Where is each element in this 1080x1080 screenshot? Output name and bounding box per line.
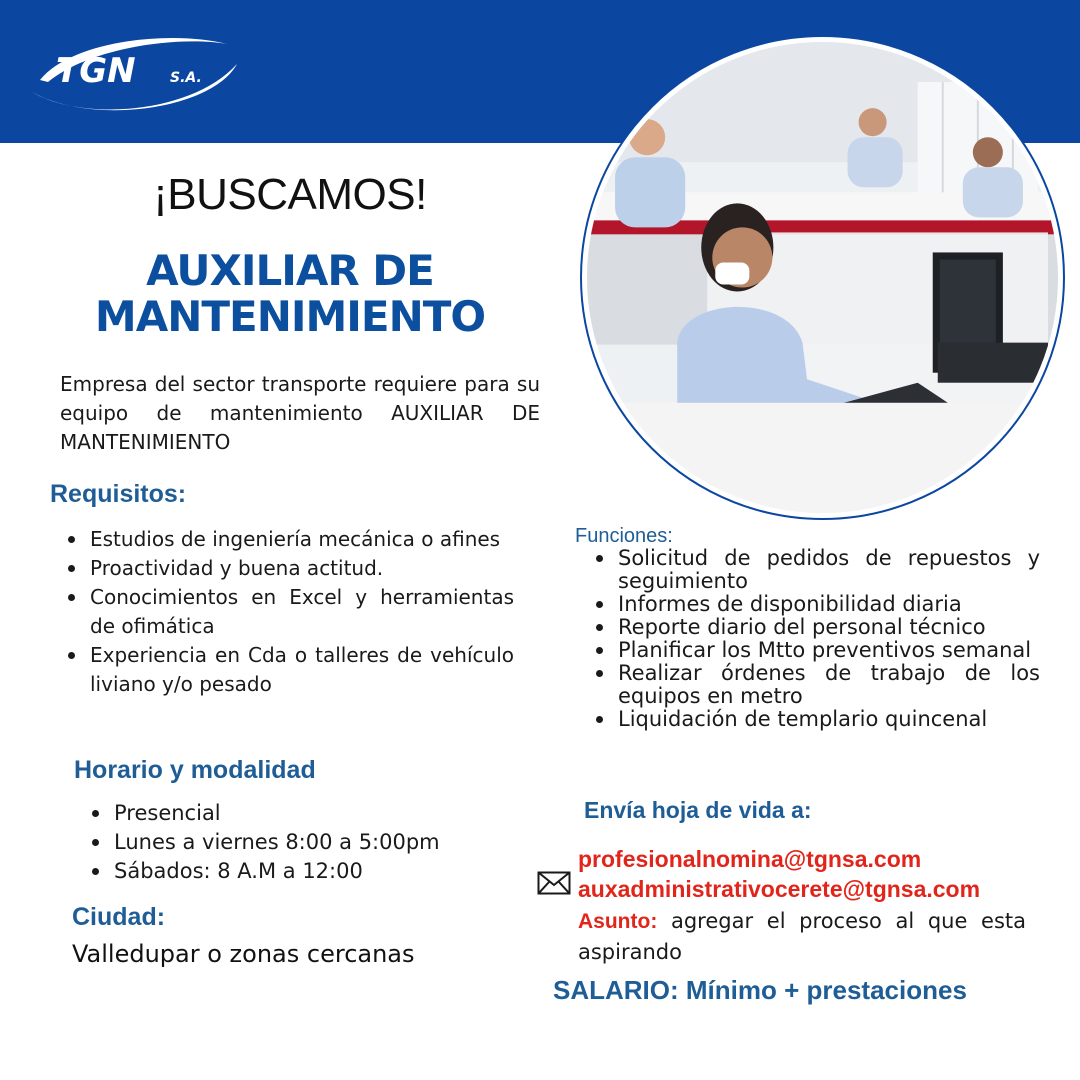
list-item: Liquidación de templario quincenal (590, 708, 1040, 731)
list-item: Planificar los Mtto preventivos semanal (590, 639, 1040, 662)
office-photo (587, 42, 1058, 513)
list-item: Realizar órdenes de trabajo de los equipos en metro (590, 662, 1040, 708)
requirements-heading: Requisitos: (50, 480, 187, 508)
office-photo-frame (580, 35, 1065, 520)
email-link-2[interactable]: auxadministrativocerete@tgnsa.com (578, 876, 981, 902)
headline: ¡BUSCAMOS! (153, 170, 427, 219)
subject-value: agregar el proceso al que esta aspirando (578, 909, 1026, 964)
subject-label: Asunto: (578, 910, 658, 933)
list-item: Reporte diario del personal técnico (590, 616, 1040, 639)
job-title-line-2: MANTENIMIENTO (94, 292, 486, 341)
city-value: Valledupar o zonas cercanas (72, 940, 415, 968)
envelope-icon (537, 871, 571, 895)
list-item: Estudios de ingeniería mecánica o afines (62, 525, 514, 554)
logo-text: TGN (56, 51, 136, 91)
list-item: Conocimientos en Excel y herramientas de ofimática (62, 583, 514, 641)
list-item: Experiencia en Cda o talleres de vehículo liviano y/o pesado (62, 641, 514, 699)
city-heading: Ciudad: (72, 903, 166, 931)
salary-text: SALARIO: Mínimo + prestaciones (553, 975, 967, 1005)
job-title (60, 248, 520, 340)
job-title-line-1: AUXILIAR DE (146, 246, 434, 295)
list-item: Sábados: 8 A.M a 12:00 (86, 857, 486, 886)
list-item: Informes de disponibilidad diaria (590, 593, 1040, 616)
functions-heading: Funciones: (575, 525, 673, 547)
list-item: Presencial (86, 799, 486, 828)
list-item: Lunes a viernes 8:00 a 5:00pm (86, 828, 486, 857)
email-link-1[interactable]: profesionalnomina@tgnsa.com (578, 846, 922, 872)
list-item: Proactividad y buena actitud. (62, 554, 514, 583)
tgn-logo (22, 22, 247, 122)
requirements-list (62, 525, 514, 699)
intro-text: Empresa del sector transporte requiere para su equipo de mantenimiento AUXILIAR DE MANTENIMIENTO (60, 372, 540, 454)
logo-suffix: S.A. (170, 70, 202, 86)
list-item: Solicitud de pedidos de repuestos y seguimiento (590, 547, 1040, 593)
send-cv-heading: Envía hoja de vida a: (584, 797, 812, 823)
subject-text (578, 906, 1026, 967)
functions-list (590, 547, 1040, 731)
schedule-heading: Horario y modalidad (74, 756, 316, 784)
schedule-list (86, 799, 486, 886)
